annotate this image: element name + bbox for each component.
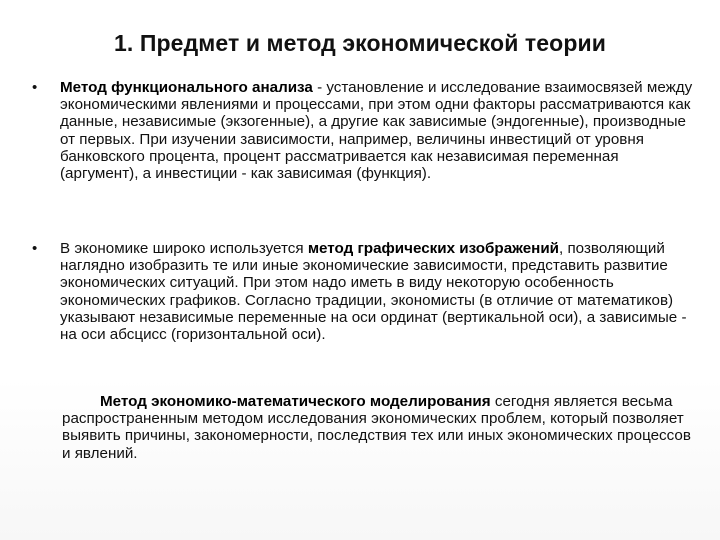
bullet-dot: • <box>32 79 38 96</box>
slide-title: 1. Предмет и метод экономической теории <box>114 30 606 56</box>
bullet-functional-analysis <box>32 79 700 183</box>
term-math-modeling: Метод экономико-математического моделирования <box>100 393 491 410</box>
bullet-graphical-method <box>32 240 700 344</box>
term-graphical-method: метод графических изображений <box>307 240 560 257</box>
bullet-dot: • <box>32 240 38 257</box>
bullet-text: - установление и исследование взаимосвязей между экономическими явлениями и процессами, при этом одни факторы рассматриваются как данные, независимые (экзогенные), а другие как зависимые (эндогенные), производные от первых. При изучении зависимости, например, величины инвестиций от уровня банковского процента, процент рассматривается как независимая переменная (аргумент), а инвестиции - как зависимая (функция). <box>60 79 693 183</box>
paragraph-text: сегодня является весьма распространенным методом исследования экономических проблем, который позволяет выявить причины, закономерности, последствия тех или иных экономических процессов и явлений. <box>62 393 691 462</box>
term-functional-analysis: Метод функционального анализа <box>60 79 313 96</box>
paragraph-math-modeling <box>62 393 702 462</box>
bullet-text-after: , позволяющий наглядно изобразить те или иные экономические зависимости, представить развитие экономических ситуаций. При этом надо иметь в виду некоторую особенность экономических графиков. Согласно традиции, экономисты (в отличие от математиков) указывают независимые переменные на оси ординат (вертикальной оси), а зависимые - на оси абсцисс (горизонтальной оси). <box>60 240 687 344</box>
bullet-text-before: В экономике широко используется <box>60 240 308 257</box>
